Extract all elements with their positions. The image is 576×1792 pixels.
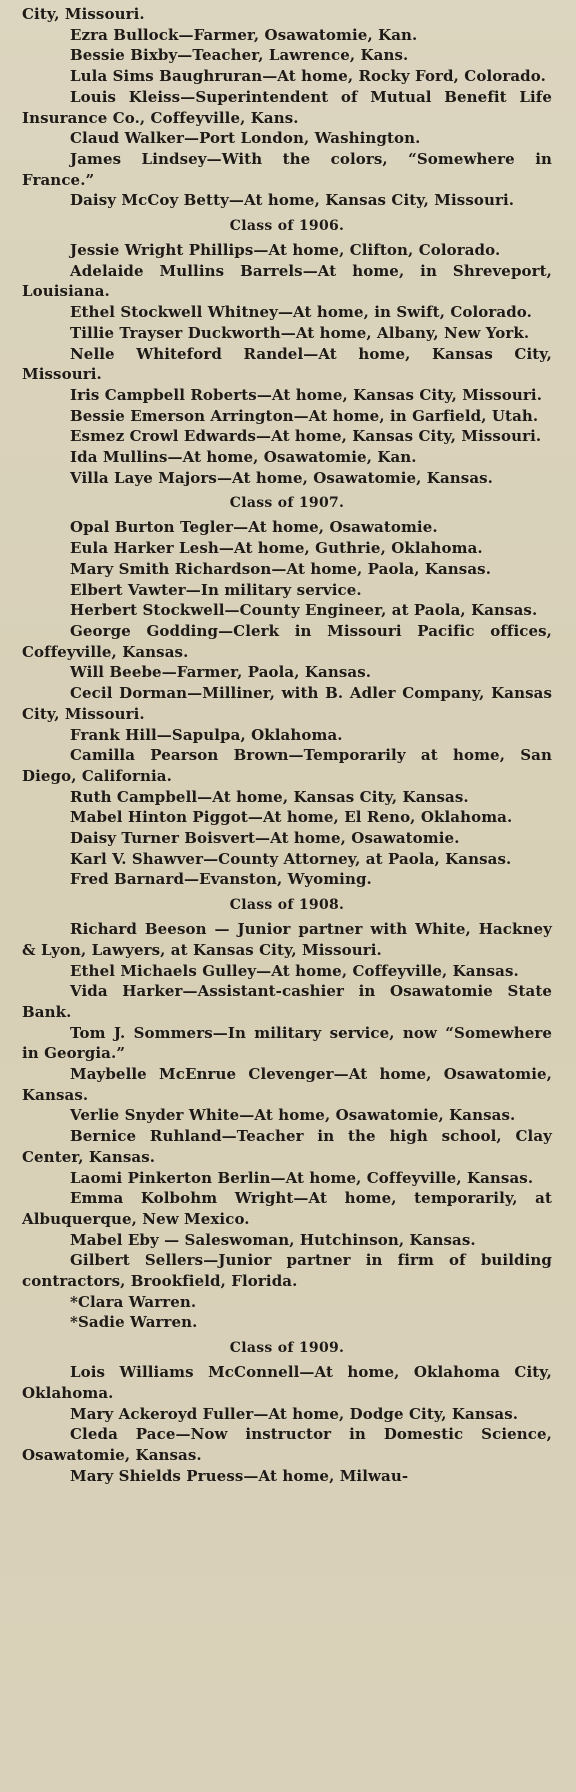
list-item: Eula Harker Lesh—At home, Guthrie, Oklahoma.: [70, 539, 483, 558]
list-item: Villa Laye Majors—At home, Osawatomie, Kansas.: [70, 468, 494, 487]
class-1909-section: [22, 1337, 552, 1486]
list-item: Ethel Stockwell Whitney—At home, in Swift, Colorado.: [70, 303, 532, 322]
list-item: Bernice Ruhland—Teacher in the high school, Clay Center, Kansas.: [22, 1127, 552, 1166]
list-item: Camilla Pearson Brown—Temporarily at home, San Diego, California.: [22, 746, 552, 785]
list-item: Mary Smith Richardson—At home, Paola, Kansas.: [70, 559, 492, 578]
list-item: Cecil Dorman—Milliner, with B. Adler Company, Kansas City, Missouri.: [22, 684, 552, 723]
class-1906-section: [22, 215, 552, 488]
list-item: Laomi Pinkerton Berlin—At home, Coffeyville, Kansas.: [70, 1168, 534, 1187]
list-item: Lula Sims Baughruran—At home, Rocky Ford, Colorado.: [70, 67, 546, 86]
list-item: Esmez Crowl Edwards—At home, Kansas City, Missouri.: [70, 427, 542, 446]
list-item: James Lindsey—With the colors, “Somewhere in France.”: [22, 149, 552, 189]
list-item: Ethel Michaels Gulley—At home, Coffeyville, Kansas.: [70, 961, 519, 980]
class-1908-heading: Class of 1908.: [229, 897, 345, 914]
list-item: Ida Mullins—At home, Osawatomie, Kan.: [70, 448, 417, 467]
list-item: Claud Walker—Port London, Washington.: [70, 129, 421, 148]
list-item: Iris Campbell Roberts—At home, Kansas City, Missouri.: [70, 385, 543, 404]
list-item: Louis Kleiss—Superintendent of Mutual Benefit Life Insurance Co., Coffeyville, Kans.: [22, 87, 552, 127]
list-item: Fred Barnard—Evanston, Wyoming.: [70, 870, 372, 889]
list-item: Mabel Hinton Piggot—At home, El Reno, Oklahoma.: [70, 808, 513, 827]
list-item: Nelle Whiteford Randel—At home, Kansas City, Missouri.: [22, 344, 552, 384]
list-item: George Godding—Clerk in Missouri Pacific offices, Coffeyville, Kansas.: [22, 621, 552, 661]
list-item: Bessie Emerson Arrington—At home, in Garfield, Utah.: [70, 406, 539, 425]
class-1907-heading: Class of 1907.: [229, 495, 345, 512]
list-item: Herbert Stockwell—County Engineer, at Paola, Kansas.: [70, 601, 538, 620]
list-item: Frank Hill—Sapulpa, Oklahoma.: [70, 725, 343, 744]
list-item: Elbert Vawter—In military service.: [70, 580, 362, 599]
list-item: Will Beebe—Farmer, Paola, Kansas.: [70, 663, 372, 682]
list-item: Emma Kolbohm Wright—At home, temporarily, at Albuquerque, New Mexico.: [22, 1189, 552, 1228]
list-item: Karl V. Shawver—County Attorney, at Paola, Kansas.: [70, 849, 512, 868]
list-item: Lois Williams McConnell—At home, Oklahoma City, Oklahoma.: [22, 1363, 552, 1402]
list-item: Tom J. Sommers—In military service, now “Somewhere in Georgia.”: [22, 1023, 552, 1063]
list-item: Gilbert Sellers—Junior partner in firm of building contractors, Brookfield, Florida.: [22, 1251, 552, 1291]
class-1909-heading: Class of 1909.: [229, 1340, 345, 1357]
list-item: Mary Shields Pruess—At home, Milwau-: [70, 1466, 409, 1485]
class-1908-section: [22, 894, 552, 1333]
list-item: Maybelle McEnrue Clevenger—At home, Osawatomie, Kansas.: [22, 1065, 552, 1104]
list-item: Richard Beeson — Junior partner with White, Hackney & Lyon, Lawyers, at Kansas City, Missouri.: [22, 920, 552, 959]
list-item: Jessie Wright Phillips—At home, Clifton, Colorado.: [70, 241, 501, 260]
list-item: Ruth Campbell—At home, Kansas City, Kansas.: [70, 787, 469, 806]
list-item: Daisy Turner Boisvert—At home, Osawatomie.: [70, 829, 460, 848]
list-item: Adelaide Mullins Barrels—At home, in Shreveport, Louisiana.: [22, 261, 552, 301]
list-item: Daisy McCoy Betty—At home, Kansas City, Missouri.: [70, 191, 515, 210]
list-item: Ezra Bullock—Farmer, Osawatomie, Kan.: [70, 25, 418, 44]
class-1907-section: [22, 492, 552, 890]
list-item: Mabel Eby — Saleswoman, Hutchinson, Kansas.: [70, 1230, 476, 1249]
class-1906-heading: Class of 1906.: [229, 218, 345, 235]
list-item: Opal Burton Tegler—At home, Osawatomie.: [70, 518, 438, 537]
list-item: Mary Ackeroyd Fuller—At home, Dodge City, Kansas.: [70, 1404, 519, 1423]
list-item: Tillie Trayser Duckworth—At home, Albany, New York.: [70, 323, 530, 342]
entries-top: [22, 4, 552, 211]
list-item: Vida Harker—Assistant-cashier in Osawatomie State Bank.: [22, 982, 552, 1021]
list-item: Verlie Snyder White—At home, Osawatomie, Kansas.: [70, 1106, 516, 1125]
list-item: *Clara Warren.: [70, 1292, 197, 1311]
list-item: City, Missouri.: [22, 5, 145, 23]
list-item: *Sadie Warren.: [70, 1313, 198, 1332]
list-item: Cleda Pace—Now instructor in Domestic Science, Osawatomie, Kansas.: [22, 1425, 552, 1464]
alumni-column: [22, 4, 552, 1486]
list-item: Bessie Bixby—Teacher, Lawrence, Kans.: [70, 46, 409, 65]
